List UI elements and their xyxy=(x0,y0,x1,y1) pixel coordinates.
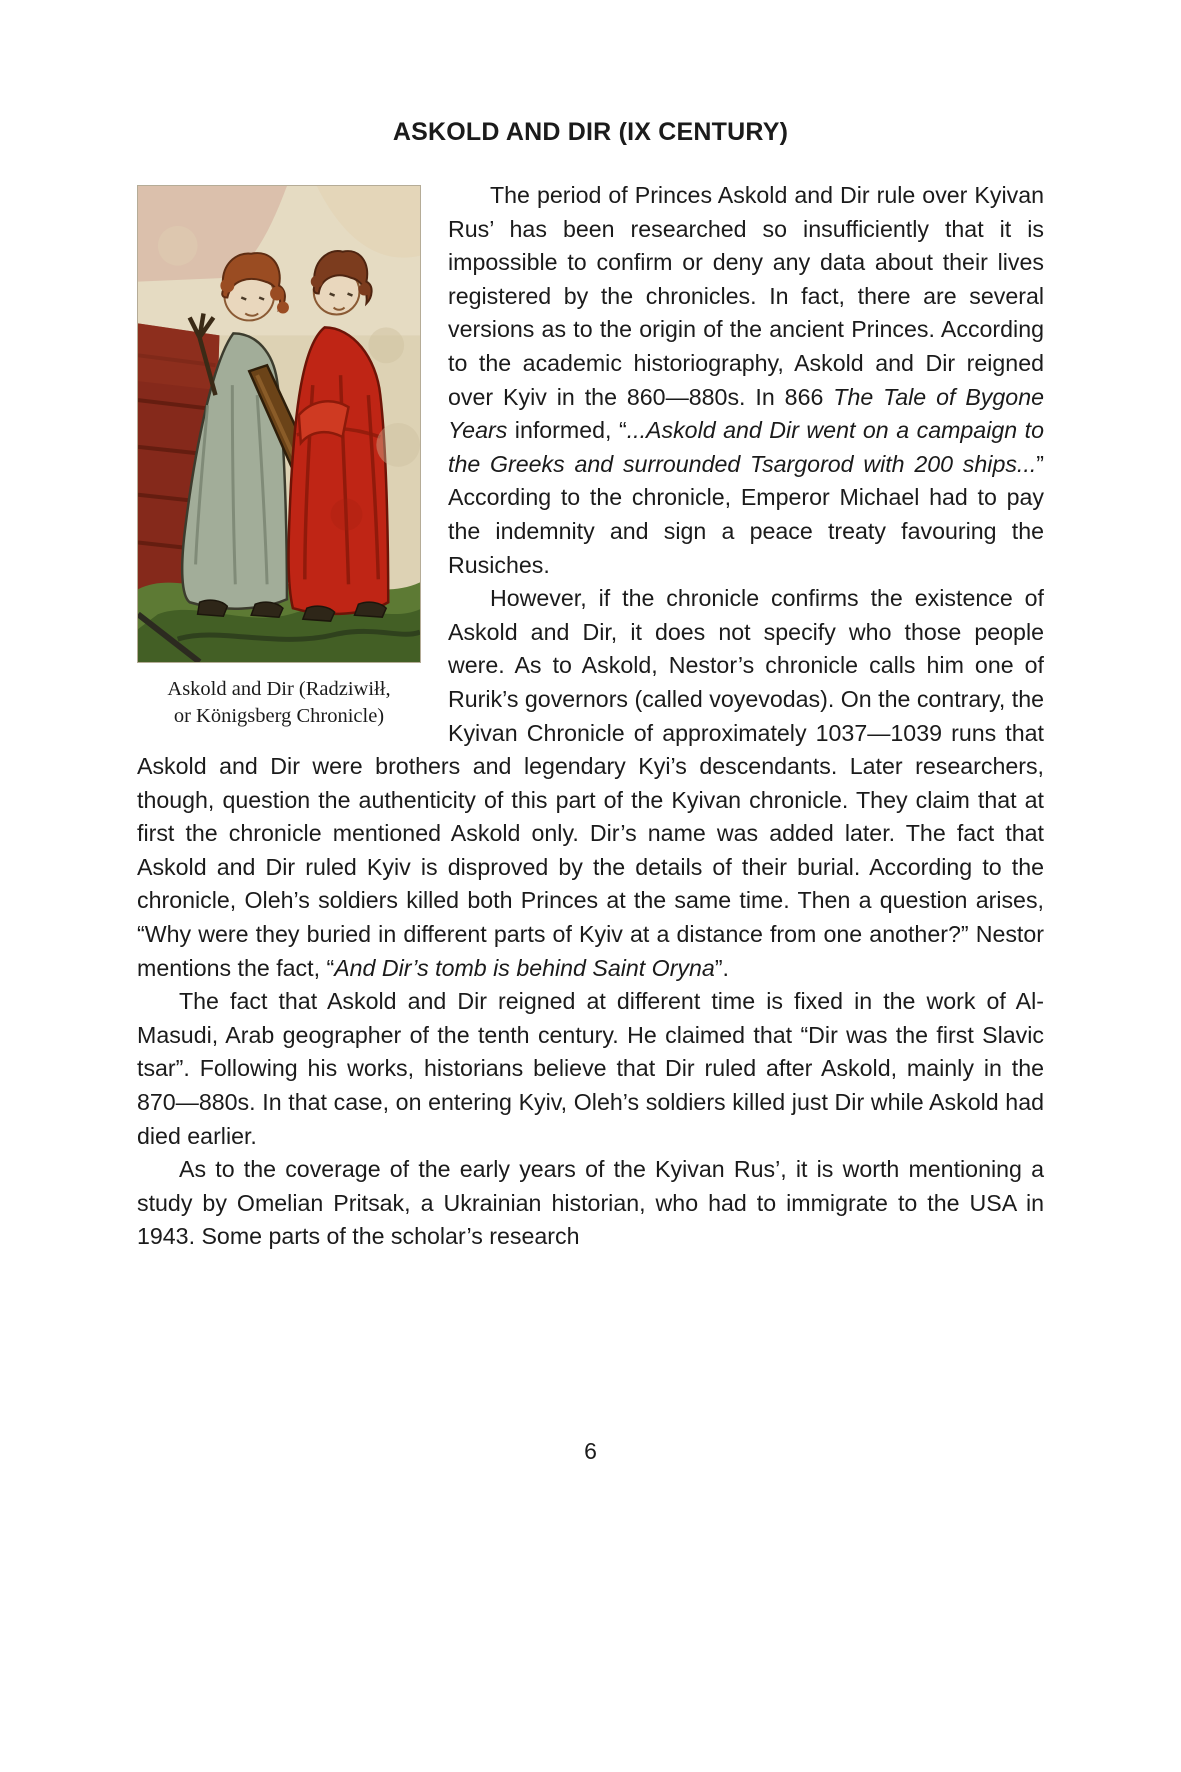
paragraph-4: As to the coverage of the early years of the Kyivan Rus’, it is worth mentioning a study by Omelian Pritsak, a Ukrainian historian, who had to immigrate to the USA in 1943. Some parts of the scholar’s research xyxy=(137,1156,1044,1250)
figure-caption xyxy=(137,676,421,730)
figure-caption-line1: Askold and Dir (Radziwiłł, xyxy=(167,678,391,700)
paragraph-1: The period of Princes Askold and Dir rule over Kyivan Rus’ has been researched so insufficiently that it is impossible to confirm or deny any data about their lives registered by the chronicles. In fact, there are several versions as to the origin of the ancient Princes. According to the academic historiography, Askold and Dir reigned over Kyiv in the 860—880s. In 866 The Tale of Bygone Years informed, “...Askold and Dir went on a campaign to the Greeks and surrounded Tsargorod with 200 ships...” According to the chronicle, Emperor Michael had to pay the indemnity and sign a peace treaty favouring the Rusiches. xyxy=(448,182,1044,578)
figure-illustration xyxy=(137,185,421,663)
page-number: 6 xyxy=(584,1438,597,1464)
paragraph-2: However, if the chronicle confirms the existence of Askold and Dir, it does not specify who those people were. As to Askold, Nestor’s chronicle calls him one of Rurik’s governors (called voyevodas). On the contrary, the Kyivan Chronicle of approximately 1037—1039 runs that Askold and Dir were brothers and legendary Kyi’s descendants. Later researchers, though, question the authenticity of this part of the Kyivan chronicle. They claim that at first the chronicle mentioned Askold only. Dir’s name was added later. The fact that Askold and Dir ruled Kyiv is disproved by the details of their burial. According to the chronicle, Oleh’s soldiers killed both Princes at the same time. Then a question arises, “Why were they buried in different parts of Kyiv at a distance from one another?” Nestor mentions the fact, “And Dir’s tomb is behind Saint Oryna”. xyxy=(137,585,1044,981)
figure-block xyxy=(137,185,421,730)
figure-caption-line2: or Königsberg Chronicle) xyxy=(173,705,385,727)
page-title: ASKOLD AND DIR (IX CENTURY) xyxy=(392,118,789,146)
paragraph-3: The fact that Askold and Dir reigned at different time is fixed in the work of Al-Masudi, Arab geographer of the tenth century. He claimed that “Dir was the first Slavic tsar”. Following his works, historians believe that Dir ruled after Askold, mainly in the 870—880s. In that case, on entering Kyiv, Oleh’s soldiers killed just Dir while Askold had died earlier. xyxy=(137,988,1044,1149)
